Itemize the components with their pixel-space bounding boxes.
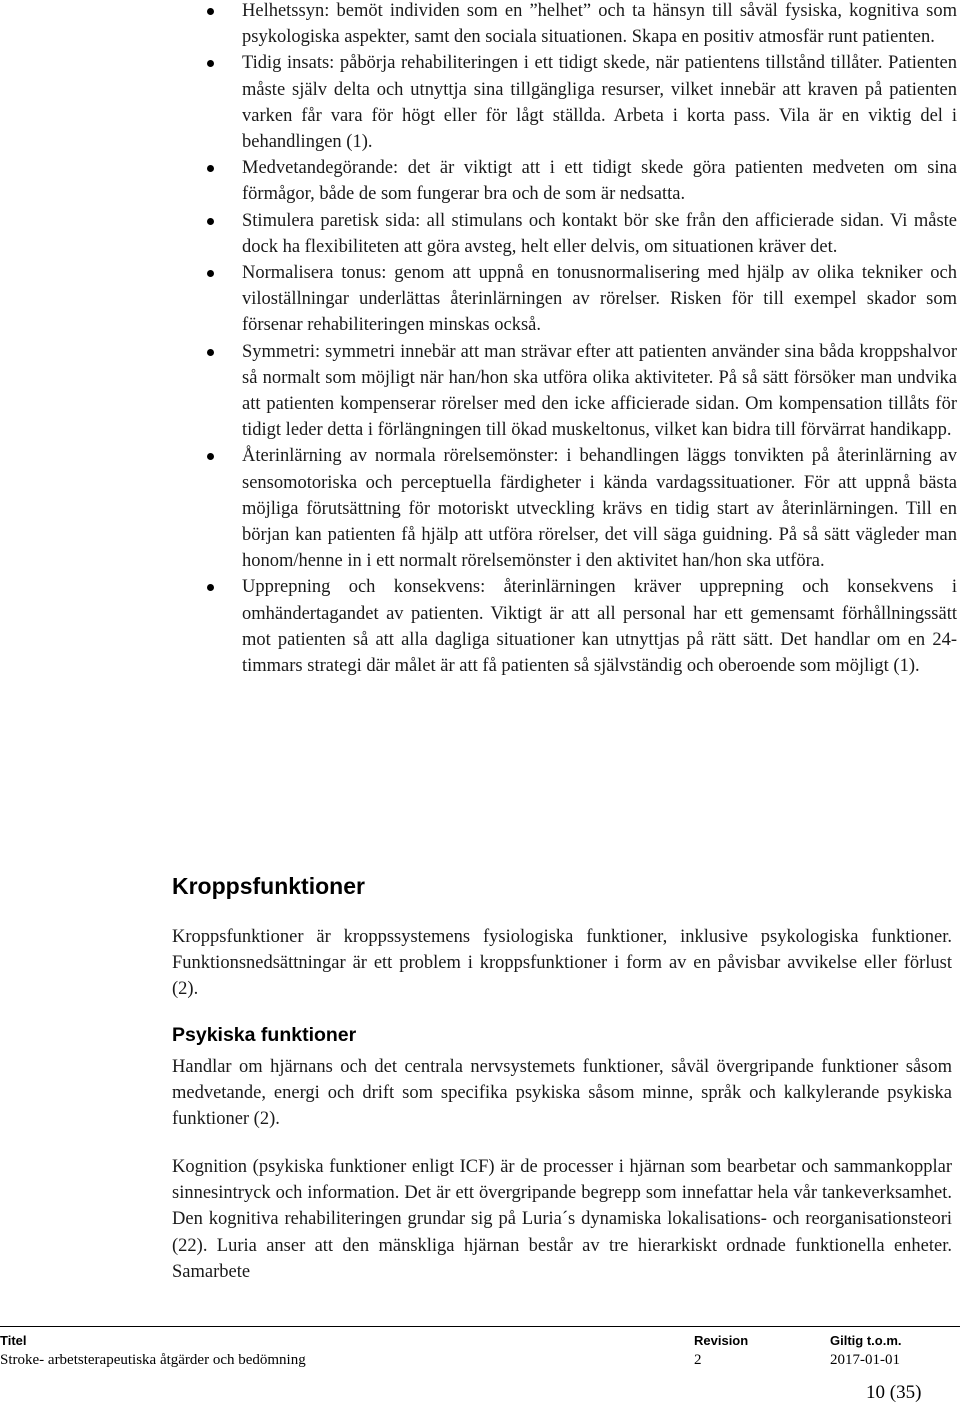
bullet-icon (207, 270, 214, 277)
list-item (195, 208, 957, 260)
list-item-text: Symmetri: symmetri innebär att man strävar efter att patienten använder sina båda kroppshalvor så normalt som möjligt när han/hon ska utföra olika aktiviteter. På så sätt försöker man undvika att patienten kompenserar rörelser med den icke afficierade sidan. Om kompensation tillåts för tidigt leder detta i förlängningen till ökad muskeltonus, vilket kan bidra till förvärrat handikapp. (242, 341, 957, 441)
bullet-icon (207, 453, 214, 460)
section-heading-kroppsfunktioner: Kroppsfunktioner (172, 873, 365, 899)
list-item-text: Helhetssyn: bemöt individen som en ”helhet” och ta hänsyn till såväl fysiska, kognitiva som psykologiska aspekter, samt den sociala situationen. Skapa en positiv atmosfär runt patienten. (242, 1, 957, 48)
list-item (195, 260, 957, 339)
list-item-text: Återinlärning av normala rörelsemönster: i behandlingen läggs tonvikten på återinlärning av sensomotoriska och perceptuella färdigheter i kända vardagssituationer. För att uppnå bästa möjliga förutsättning för motoriskt utveckling krävs en tidig start av återinlärningen. Till en början kan patienten få hjälp att utföra rörelser, det vill säga guidning. På så sätt vägleder man honom/henne in i ett normalt rörelsemönster i den aktivitet han/hon ska utföra. (242, 446, 957, 572)
footer-divider (0, 1326, 960, 1327)
bullet-icon (207, 218, 214, 225)
bullet-icon (207, 8, 214, 15)
list-item-text: Tidig insats: påbörja rehabiliteringen i ett tidigt skede, när patientens tillstånd tillåter. Patienten måste själv delta och utnyttja sina tillgängliga resurser, vilket innebär att kraven på patienten varken får vara för högt eller för lågt ställda. Arbeta i korta pass. Vila är en viktig del i behandlingen (1). (242, 53, 957, 153)
list-item-text: Upprepning och konsekvens: återinlärningen kräver upprepning och konsekvens i omhändertagandet av patienten. Viktigt är att all personal har ett gemensamt förhållningssätt mot patienten så att alla dagliga situationer kan utnyttjas på rätt sätt. Det handlar om en 24-timmars strategi där målet är att få patienten så självständig och oberoende som möjligt (1). (242, 577, 957, 677)
paragraph-kroppsfunktioner: Kroppsfunktioner är kroppssystemens fysiologiska funktioner, inklusive psykologiska funktioner. Funktionsnedsättningar är ett problem i kroppsfunktioner i form av en påvisbar avvikelse eller förlust (2). (172, 927, 952, 1000)
list-item (195, 155, 957, 207)
section-heading-psykiska-funktioner: Psykiska funktioner (172, 1024, 357, 1046)
page-number: 10 (35) (866, 1382, 922, 1403)
footer-title-value: Stroke- arbetsterapeutiska åtgärder och bedömning (0, 1352, 306, 1368)
footer-title-label: Titel (0, 1333, 27, 1348)
list-item-text: Stimulera paretisk sida: all stimulans och kontakt bör ske från den afficierade sidan. Vi måste dock ha flexibiliteten att göra avsteg, helt eller delvis, om situationen kräver det. (242, 210, 957, 257)
list-item-text: Normalisera tonus: genom att uppnå en tonusnormalisering med hjälp av olika tekniker och viloställningar underlättas återinlärningen av rörelser. Risken för till exempel skador som försenar rehabiliteringen minskas också. (242, 263, 957, 336)
bullet-icon (207, 165, 214, 172)
list-item (195, 339, 957, 444)
footer-valid-value: 2017-01-01 (830, 1352, 900, 1368)
list-item (195, 443, 957, 574)
list-item (195, 0, 957, 50)
footer-revision-value: 2 (694, 1352, 702, 1368)
paragraph-psykiska-funktioner: Handlar om hjärnans och det centrala nervsystemets funktioner, såväl övergripande funktioner såsom medvetande, energi och drift som specifika psykiska såsom minne, språk och kalkylerande psykiska funktioner (2). (172, 1057, 952, 1130)
bullet-icon (207, 60, 214, 67)
footer-revision-label: Revision (694, 1333, 749, 1348)
paragraph-kognition: Kognition (psykiska funktioner enligt ICF) är de processer i hjärnan som bearbetar och sammankopplar sinnesintryck och information. Det är ett övergripande begrepp som innefattar hela vår tankeverksamhet. Den kognitiva rehabiliteringen grundar sig på Luria´s dynamiska lokalisations- och reorganisationsteori (22). Luria anser att den mänskliga hjärnan består av tre hierarkiskt ordnade funktionella enheter. Samarbete (172, 1157, 952, 1282)
list-item (195, 50, 957, 155)
list-item (195, 574, 957, 679)
bullet-icon (207, 349, 214, 356)
list-item-text: Medvetandegörande: det är viktigt att i ett tidigt skede göra patienten medveten om sina förmågor, både de som fungerar bra och de som är nedsatta. (242, 158, 957, 205)
footer-valid-label: Giltig t.o.m. (830, 1333, 902, 1348)
principles-list (195, 0, 957, 679)
bullet-icon (207, 584, 214, 591)
